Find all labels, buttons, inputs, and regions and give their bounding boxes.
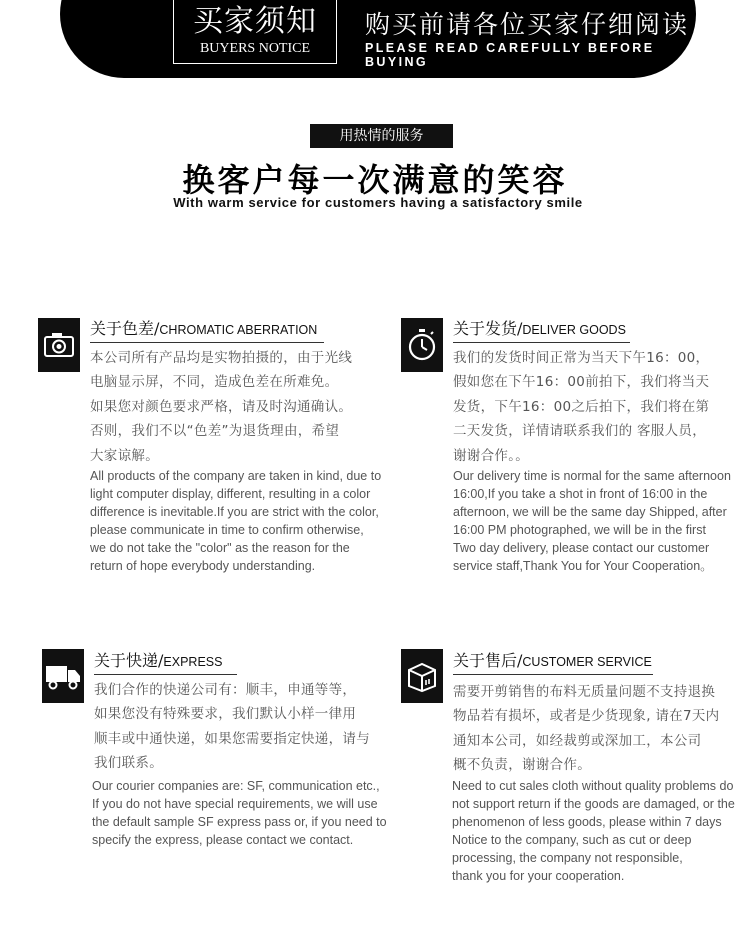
text-line: difference is inevitable.If you are strict with the color, — [90, 505, 379, 519]
section-title-en: CUSTOMER SERVICE — [522, 655, 652, 669]
text-line: phenomenon of less goods, please within 7 days — [452, 815, 722, 829]
section-title-zh: 关于快递/ — [94, 651, 164, 670]
text-line: light computer display, different, resulting in a color — [90, 487, 371, 501]
text-line: 二天发货，详情请联系我们的 客服人员， — [453, 423, 706, 440]
package-icon — [401, 649, 443, 703]
text-line: Notice to the company, such as cut or deep — [452, 833, 692, 847]
text-line: we do not take the "color" as the reason for the — [90, 541, 350, 555]
text-line: thank you for your cooperation. — [452, 869, 625, 883]
section-body-en — [92, 777, 387, 849]
banner-subline: PLEASE READ CAREFULLY BEFORE BUYING — [365, 41, 655, 69]
section-title-en: EXPRESS — [163, 655, 223, 669]
text-line: not support return if the goods are damaged, or the — [452, 797, 735, 811]
text-line: Our courier companies are: SF, communication etc., — [92, 779, 380, 793]
camera-icon — [38, 318, 80, 372]
slogan-main: 换客户每一次满意的笑容 — [182, 161, 568, 199]
text-line: processing, the company not responsible, — [452, 851, 683, 865]
text-line: the default sample SF express pass or, if you need to — [92, 815, 387, 829]
section-title-zh: 关于发货/ — [453, 319, 523, 338]
section-title-en: CHROMATIC ABERRATION — [159, 323, 318, 337]
text-line: 物品若有损坏，或者是少货现象, 请在7天内 — [453, 708, 720, 725]
banner-title-en: BUYERS NOTICE — [199, 41, 311, 56]
section-title — [94, 648, 237, 675]
banner-title-box — [173, 0, 337, 64]
text-line: 我们合作的快递公司有：顺丰，申通等等， — [94, 682, 357, 698]
text-line: please communicate in time to confirm otherwise, — [90, 523, 364, 537]
section-body-zh — [453, 680, 719, 778]
text-line: 我们联系。 — [94, 755, 163, 772]
section-body-en — [452, 777, 735, 885]
text-line: 16:00,If you take a shot in front of 16:00 in the — [453, 487, 708, 501]
text-line: 谢谢合作。。 — [453, 447, 530, 464]
buyers-notice-banner — [60, 0, 696, 78]
text-line: afternoon, we will be the same day Shipped, after — [453, 505, 727, 519]
text-line: 发货，下午16：00之后拍下，我们将在第 — [453, 398, 710, 415]
text-line: 我们的发货时间正常为当天下午16：00， — [453, 350, 710, 366]
banner-headline: 购买前请各位买家仔细阅读 — [365, 10, 690, 39]
stopwatch-icon — [401, 318, 443, 372]
text-line: 如果您没有特殊要求，我们默认小样一律用 — [94, 706, 357, 723]
section-title — [90, 316, 324, 343]
text-line: Our delivery time is normal for the same afternoon — [453, 469, 731, 483]
text-line: 顺丰或中通快递，如果您需要指定快递，请与 — [94, 730, 370, 747]
section-body-zh — [94, 678, 370, 776]
text-line: 电脑显示屏，不同，造成色差在所难免。 — [90, 374, 339, 391]
section-title — [453, 316, 630, 343]
section-body-zh — [453, 346, 709, 468]
section-body-en — [453, 467, 731, 575]
text-line: 16:00 PM photographed, we will be in the first — [453, 523, 706, 537]
section-title — [453, 648, 653, 675]
truck-icon — [42, 649, 84, 703]
text-line: return of hope everybody understanding. — [90, 559, 316, 573]
text-line: 需要开剪销售的布料无质量问题不支持退换 — [453, 684, 716, 700]
banner-title-zh: 买家须知 — [193, 4, 317, 39]
text-line: specify the express, please contact we contact. — [92, 833, 354, 847]
section-title-zh: 关于色差/ — [90, 319, 160, 338]
section-title-zh: 关于售后/ — [453, 651, 523, 670]
text-line: If you do not have special requirements, we will use — [92, 797, 378, 811]
text-line: 大家谅解。 — [90, 447, 159, 464]
text-line: All products of the company are taken in kind, due to — [90, 469, 382, 483]
text-line: 否则，我们不以“色差”为退货理由，希望 — [90, 423, 340, 440]
text-line: 概不负责，谢谢合作。 — [453, 757, 591, 774]
text-line: 假如您在下午16：00前拍下，我们将当天 — [453, 374, 710, 391]
section-title-en: DELIVER GOODS — [522, 323, 626, 337]
text-line: 如果您对颜色要求严格，请及时沟通确认。 — [90, 398, 353, 415]
text-line: Need to cut sales cloth without quality problems do — [452, 779, 734, 793]
text-line: 本公司所有产品均是实物拍摄的，由于光线 — [90, 350, 353, 366]
text-line: service staff,Thank You for Your Cooperation。 — [453, 559, 713, 573]
text-line: Two day delivery, please contact our customer — [453, 541, 710, 555]
text-line: 通知本公司，如经裁剪或深加工，本公司 — [453, 732, 702, 749]
section-body-zh — [90, 346, 352, 468]
section-body-en — [90, 467, 381, 575]
slogan-tag: 用热情的服务 — [310, 124, 453, 148]
slogan-en: With warm service for customers having a satisfactory smile — [173, 195, 583, 210]
